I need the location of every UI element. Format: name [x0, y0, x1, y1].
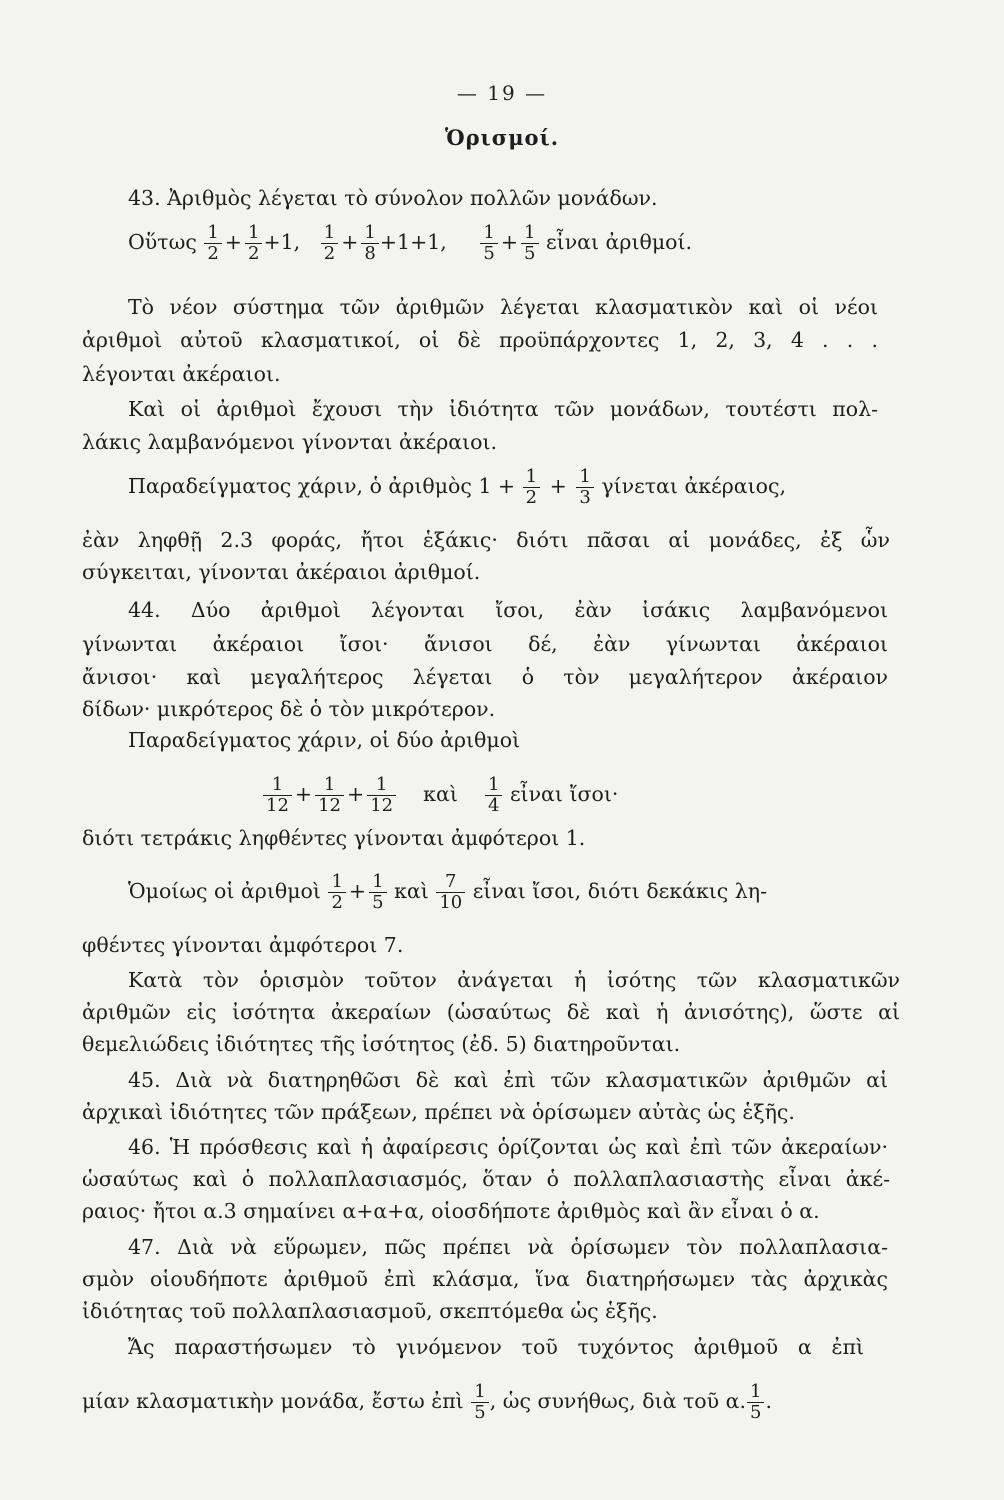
p47-line-2: σμὸν οἱουδήποτε ἀριθμοῦ ἐπὶ κλάσμα, ἵνα διατηρήσωμεν τὰς ἀρχικὰς	[82, 1267, 888, 1291]
fraction: $\frac{1}{2}$	[245, 223, 262, 264]
fraction: $\frac{1}{5}$	[521, 223, 538, 264]
p44-line-3: ἄνισοι· καὶ μεγαλήτερος λέγεται ὁ τὸν μεγαλήτερον ἀκέραιον	[82, 665, 888, 689]
p44-line-1: 44. Δύο ἀριθμοὶ λέγονται ἴσοι, ἐὰν ἰσάκις λαμβανόμενοι	[128, 598, 888, 622]
p44-line-10: Κατὰ τὸν ὁρισμὸν τοῦτον ἀνάγεται ἡ ἰσότης τῶν κλασματικῶν	[128, 968, 900, 992]
p43-line-7: λάκις λαμβανόμενοι γίνονται ἀκέραιοι.	[82, 430, 498, 454]
fraction: $\frac{1}{5}$	[369, 872, 386, 913]
p43-line-6: Καὶ οἱ ἀριθμοὶ ἔχουσι τὴν ἰδιότητα τῶν μονάδων, τουτέστι πολ-	[128, 397, 878, 421]
p44-line-4: δίδων· μικρότερος δὲ ὁ τὸν μικρότερον.	[82, 697, 496, 721]
p47-line-3: ἰδιότητας τοῦ πολλαπλασιασμοῦ, σκεπτόμεθα ὡς ἑξῆς.	[82, 1299, 658, 1323]
p44-second-example: Ὁμοίως οἱ ἀριθμοὶ $\frac{1}{2}$ + $\frac{1}{5}$ καὶ $\frac{7}{10}$ εἶναι ἴσοι, διότι δεκάκις λη-	[128, 871, 767, 913]
fraction: $\frac{1}{4}$	[485, 775, 502, 816]
p43-line-10: σύγκειται, γίνονται ἀκέραιοι ἀριθμοί.	[82, 560, 481, 584]
p44-line-7: διότι τετράκις ληφθέντες γίνονται ἀμφότεροι 1.	[82, 826, 586, 850]
fraction: $\frac{1}{5}$	[471, 1382, 488, 1423]
p46-line-3: ραιος· ἤτοι α.3 σημαίνει α+α+α, οἱοσδήποτε ἀριθμὸς καὶ ἂν εἶναι ὁ α.	[82, 1199, 820, 1223]
fraction: $\frac{1}{2}$	[523, 467, 540, 508]
fraction: $\frac{7}{10}$	[436, 872, 465, 913]
p44-line-9: φθέντες γίνονται ἀμφότεροι 7.	[82, 933, 404, 957]
p43-fraction-examples: Οὕτως $\frac{1}{2}$ + $\frac{1}{2}$ +1, $\frac{1}{2}$ + $\frac{1}{8}$ +1+1, $\frac{1}{5}$ + $\frac{1}{5}$ εἶναι ἀριθμοί.	[128, 222, 693, 264]
fraction: $\frac{1}{5}$	[747, 1382, 764, 1423]
p47-line-1: 47. Διὰ νὰ εὕρωμεν, πῶς πρέπει νὰ ὁρίσωμεν τὸν πολλαπλασια-	[128, 1235, 888, 1259]
fraction: $\frac{1}{2}$	[328, 872, 345, 913]
p44-equal-example: $\frac{1}{12}$ + $\frac{1}{12}$ + $\frac{1}{12}$ καὶ $\frac{1}{4}$ εἶναι ἴσοι·	[262, 775, 1004, 816]
p47-line-5: μίαν κλασματικὴν μονάδα, ἔστω ἐπὶ $\frac{1}{5}$ , ὡς συνήθως, διὰ τοῦ α. $\frac{1}{5}$ .	[82, 1381, 772, 1423]
fraction: $\frac{1}{12}$	[263, 775, 292, 816]
p46-line-2: ὡσαύτως καὶ ὁ πολλαπλασιασμός, ὅταν ὁ πολλαπλασιαστὴς εἶναι ἀκέ-	[82, 1167, 890, 1191]
p44-line-11: ἀριθμῶν εἰς ἰσότητα ἀκεραίων (ὡσαύτως δὲ καὶ ἡ ἀνισότης), ὥστε αἱ	[82, 1000, 900, 1024]
page-number: — 19 —	[456, 81, 548, 105]
fraction: $\frac{1}{8}$	[361, 223, 378, 264]
p45-line-2: ἀρχικαὶ ἰδιότητες τῶν πράξεων, πρέπει νὰ ὁρίσωμεν αὐτὰς ὡς ἑξῆς.	[82, 1100, 795, 1124]
p43-line-5: λέγονται ἀκέραιοι.	[82, 362, 281, 386]
p44-line-5: Παραδείγματος χάριν, οἱ δύο ἀριθμοὶ	[128, 728, 521, 752]
p43-line-4: ἀριθμοὶ αὐτοῦ κλασματικοί, οἱ δὲ προϋπάρχοντες 1, 2, 3, 4 . . .	[82, 328, 878, 352]
p43-example-line: Παραδείγματος χάριν, ὁ ἀριθμὸς 1 + $\frac{1}{2}$ + $\frac{1}{3}$ γίνεται ἀκέραιος,	[128, 466, 786, 508]
section-heading: Ὁρισμοί.	[444, 125, 560, 150]
p43-line-9: ἐὰν ληφθῇ 2.3 φοράς, ἤτοι ἑξάκις· διότι πᾶσαι αἱ μονάδες, ἐξ ὧν	[82, 528, 890, 552]
fraction: $\frac{1}{5}$	[480, 223, 497, 264]
p43-line-1: 43. Ἀριθμὸς λέγεται τὸ σύνολον πολλῶν μονάδων.	[128, 186, 658, 210]
fraction: $\frac{1}{3}$	[576, 467, 593, 508]
p47-line-4: Ἄς παραστήσωμεν τὸ γινόμενον τοῦ τυχόντος ἀριθμοῦ α ἐπὶ	[128, 1335, 864, 1359]
p44-line-2: γίνωνται ἀκέραιοι ἴσοι· ἄνισοι δέ, ἐὰν γίνωνται ἀκέραιοι	[82, 632, 888, 656]
fraction: $\frac{1}{2}$	[321, 223, 338, 264]
p44-line-12: θεμελιώδεις ἰδιότητες τῆς ἰσότητος (ἐδ. 5) διατηροῦνται.	[82, 1032, 681, 1056]
fraction: $\frac{1}{12}$	[367, 775, 396, 816]
p43-line-3: Τὸ νέον σύστημα τῶν ἀριθμῶν λέγεται κλασματικὸν καὶ οἱ νέοι	[128, 295, 878, 319]
p46-line-1: 46. Ἡ πρόσθεσις καὶ ἡ ἀφαίρεσις ὁρίζονται ὡς καὶ ἐπὶ τῶν ἀκεραίων·	[128, 1135, 888, 1159]
p45-line-1: 45. Διὰ νὰ διατηρηθῶσι δὲ καὶ ἐπὶ τῶν κλασματικῶν ἀριθμῶν αἱ	[128, 1068, 888, 1092]
fraction: $\frac{1}{12}$	[315, 775, 344, 816]
fraction: $\frac{1}{2}$	[204, 223, 221, 264]
